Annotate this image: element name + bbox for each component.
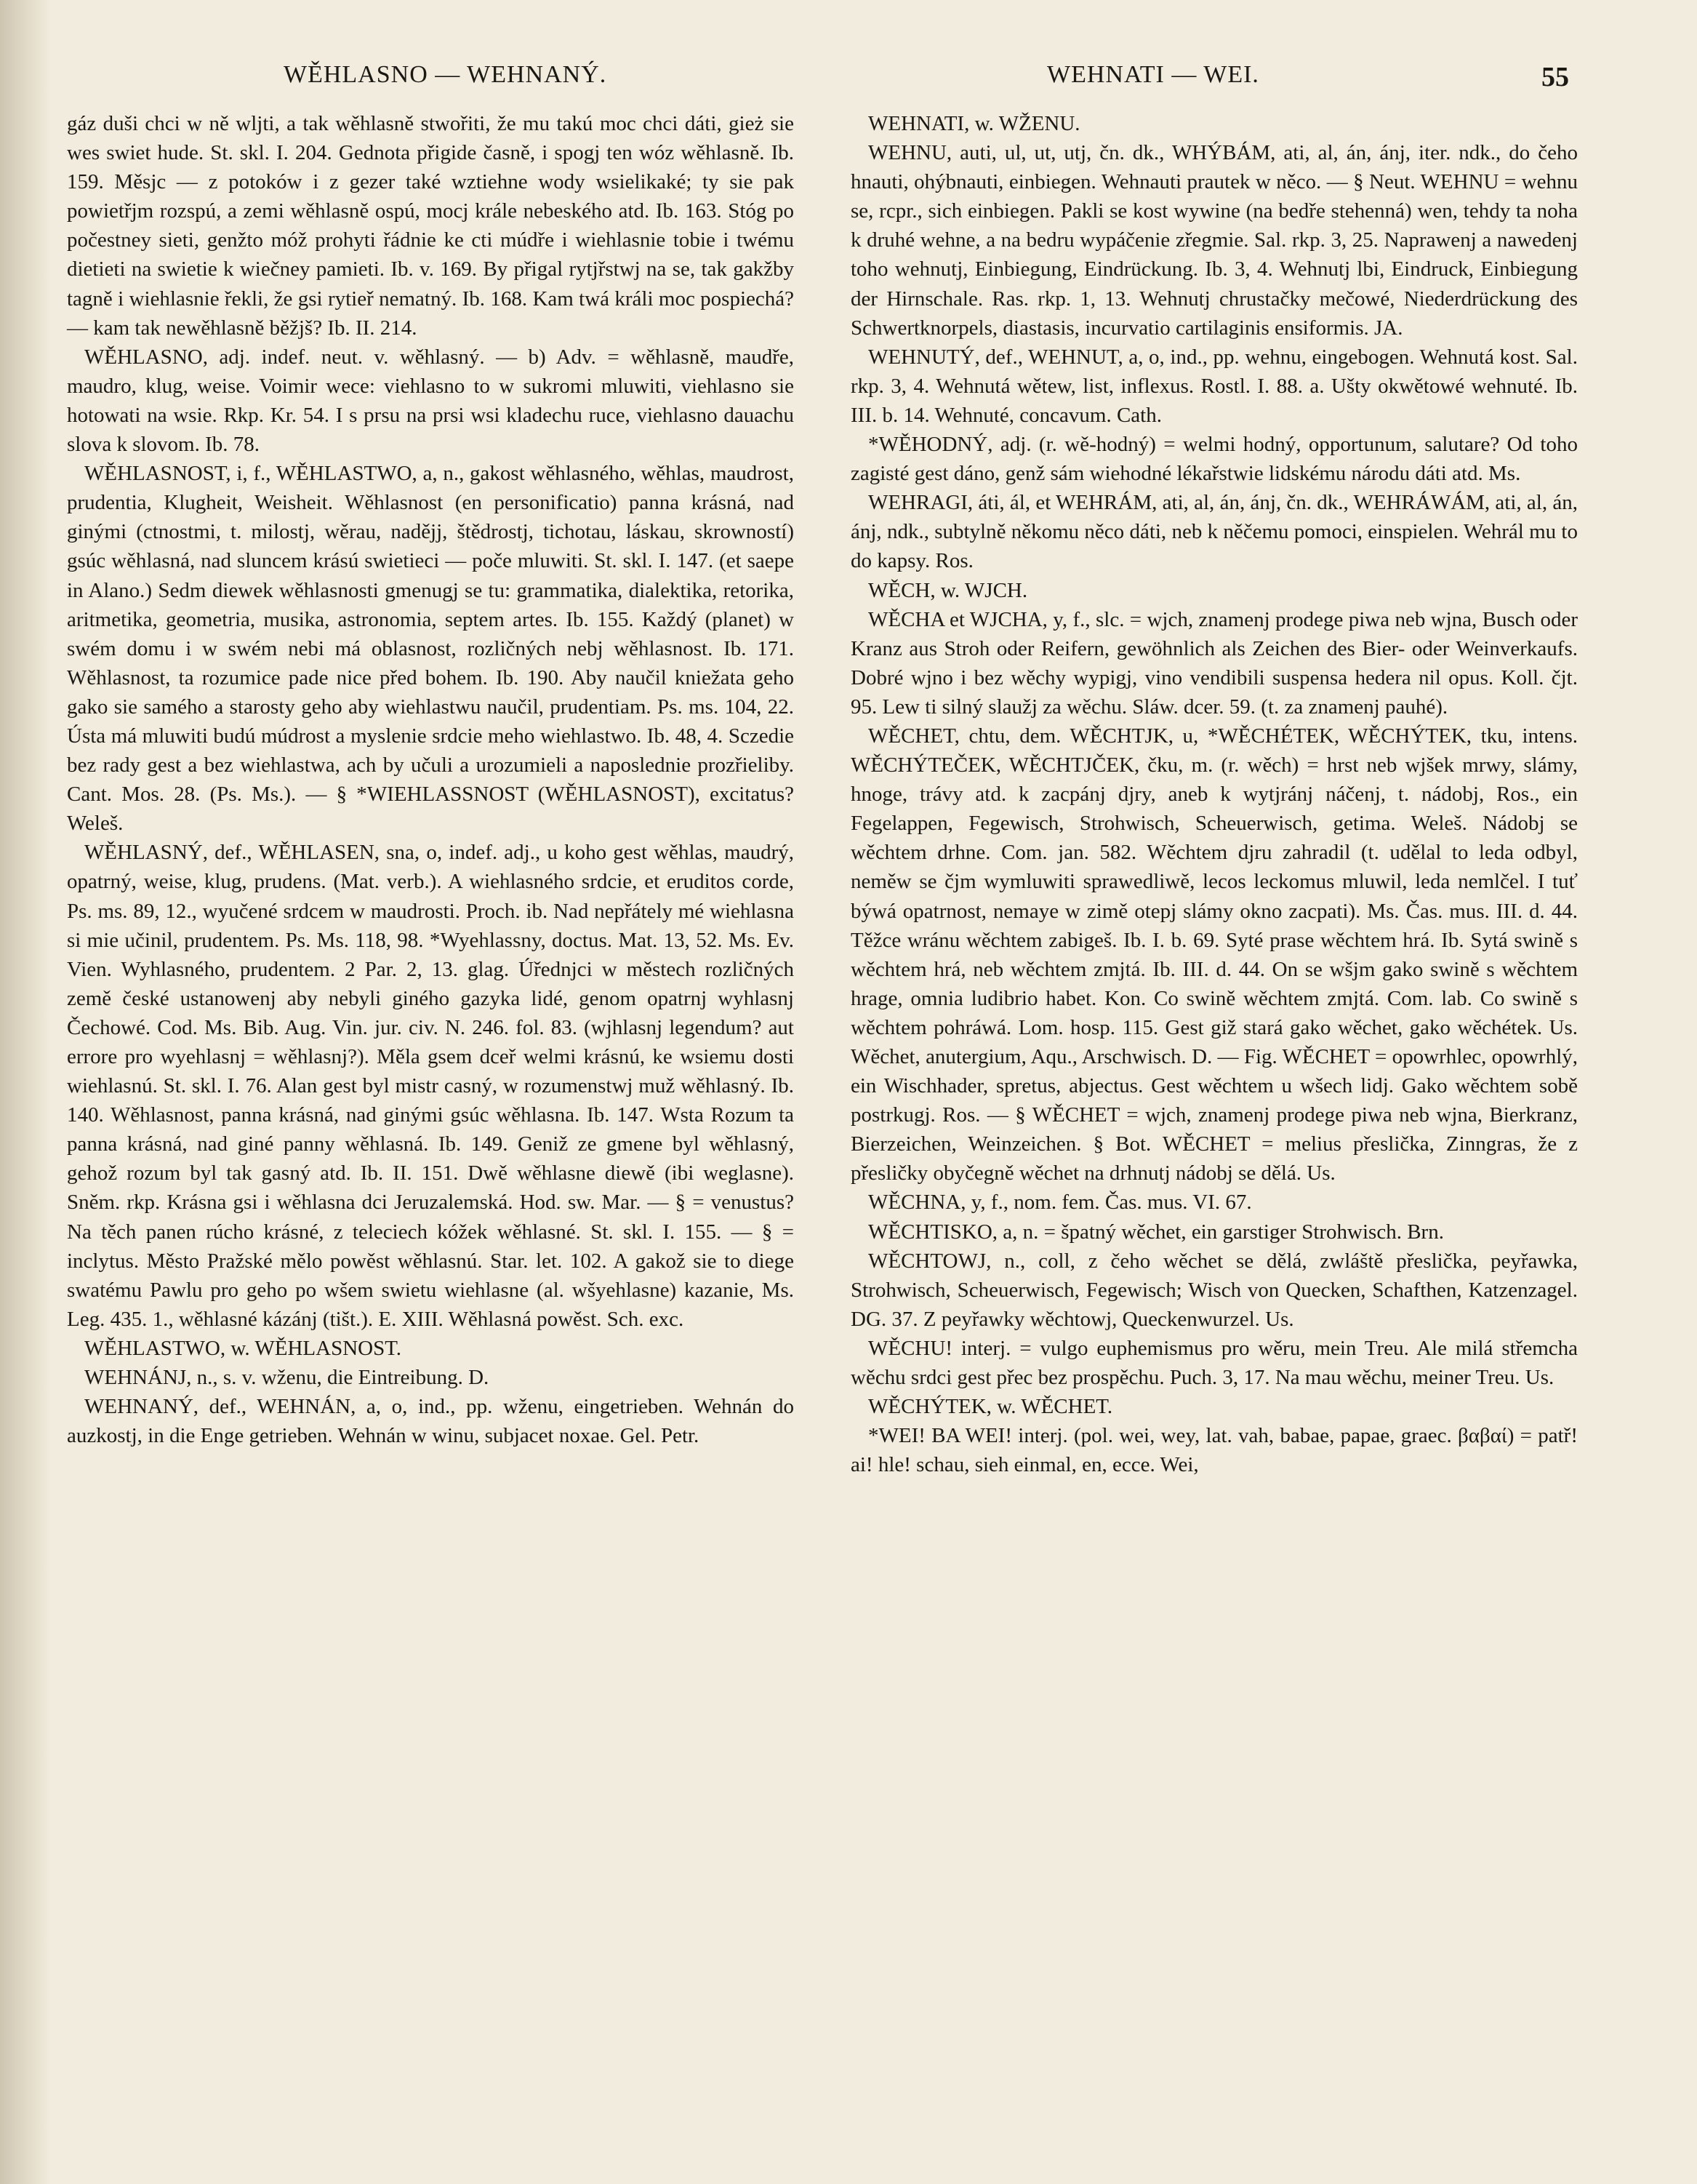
entry-wechet: WĚCHET, chtu, dem. WĚCHTJK, u, *WĚCHÉTEK, WĚCHÝTEK, tku, intens. WĚCHÝTEČEK, WĚCHTJČEK, čku, m. (r. wěch) = hrst neb wjšek mrwy, slámy, hnoge, trávy atd. k zacpánj djry, aneb k wytjránj náčenj, t. nádobj, Ros., ein Fegelappen, Fegewisch, Strohwisch, Scheuerwisch, getima. Weleš. Nádobj se wěchtem drhne. Com. jan. 582. Wěchtem djru zahradil (t. udělal to leda odbyl, neměw se čjm wymluwiti sprawedliwě, lecos leckomus mluwil, leda nemlčel. I tuť býwá opatrnost, nemaye w zimě otepj slámy okno zacpati). Ms. Čas. mus. III. d. 44. Těžce wránu wěchtem zabigeš. Ib. I. b. 69. Syté prase wěchtem hrá. Ib. Sytá swině s wěchtem hrá, neb wěchtem zmjtá. Ib. III. d. 44. On se wšjm gako swině s wěchtem hrage, omnia ludibrio habet. Kon. Co swině wěchtem zmjtá. Com. lab. Co swině s wěchtem pohráwá. Lom. hosp. 115. Gest giž stará gako wěchet, gako wěchétek. Us. Wěchet, anutergium, Aqu., Arschwisch. D. — Fig. WĚCHET = opowrhlec, opowrhlý, ein Wischhader, spretus, abjectus. Gest wěchtem u wšech lidj. Gako wěchtem sobě postrkugj. Ros. — § WĚCHET = wjch, znamenj prodege piwa neb wjna, Bierkranz, Bierzeichen, Weinzeichen. § Bot. WĚCHET = melius přeslička, Zinngras, že z přesličky obyčegně wěchet na drhnutj nádobj se dělá. Us. (851, 724, 1578, 1185)
entry-wechtisko: WĚCHTISKO, a, n. = špatný wěchet, ein garstiger Strohwisch. Brn. (868, 1220, 1444, 1244)
entry-wei: *WEI! BA WEI! interj. (pol. wei, wey, lat. vah, babae, papae, graec. βαβαί) = patř! ai! hle! schau, sieh einmal, en, ecce. Wei, (851, 1424, 1578, 1477)
entry-continuation: gáz duši chci w ně wljti, a tak wěhlasně stwořiti, že mu takú moc chci dáti, gież sie wes swiet hude. St. skl. I. 204. Gednota přigide časně, i spogj ten wóz wěhlasně. Ib. 159. Měsjc — z potoków i z gezer také wztiehne wody wsielikaké; ty sie pak powietřjm rozspú, a zemi wěhlasně ospú, mocj krále nebeského atd. Ib. 163. Stóg po počestney sieti, genžto móž prohyti řádnie ke cti múdře i wiehlasnie tobie i twému dietieti na swietie k wiečney pamieti. Ib. v. 169. By přigal rytjřstwj na se, tak gakžby tagně i wiehlasnie řekli, že gsi rytieř nematný. Ib. 168. Kam twá králi moc pospiechá? — kam tak newěhlasně běžjš? Ib. II. 214. (67, 112, 794, 340)
entry-wehlastwo: WĚHLASTWO, w. WĚHLASNOST. (84, 1336, 402, 1360)
book-spine-shadow (0, 0, 51, 2184)
entry-wehnanj: WEHNÁNJ, n., s. v. wženu, die Eintreibung. D. (84, 1366, 489, 1390)
left-running-header: WĚHLASNO — WEHNANÝ. (284, 61, 607, 88)
entry-wechtowj: WĚCHTOWJ, n., coll, z čeho wěchet se dělá, zwláště přeslička, peyřawka, Strohwisch, Scheuerwisch, Fegewisch; Wisch von Quecken, Schafthen, Katzenzagel. DG. 37. Z peyřawky wěchtowj, Queckenwurzel. Us. (851, 1249, 1578, 1331)
entry-wechytek: WĚCHÝTEK, w. WĚCHET. (868, 1395, 1113, 1419)
entry-wehnati: WEHNATI, w. WŽENU. (868, 112, 1080, 135)
entry-wech: WĚCH, w. WJCH. (868, 578, 1028, 602)
entry-wechu: WĚCHU! interj. = vulgo euphemismus pro wěru, mein Treu. Ale milá střemcha wěchu srdci gest přec bez prospěchu. Puch. 3, 17. Na mau wěchu, meiner Treu. Us. (851, 1336, 1578, 1390)
left-column (67, 109, 794, 1450)
entry-wehnany: WEHNANÝ, def., WEHNÁN, a, o, ind., pp. wženu, eingetrieben. Wehnán do auzkostj, in die Enge getrieben. Wehnán w winu, subjacet noxae. Gel. Petr. (67, 1395, 794, 1448)
entry-wehlasny: WĚHLASNÝ, def., WĚHLASEN, sna, o, indef. adj., u koho gest wěhlas, maudrý, opatrný, weise, klug, prudens. (Mat. verb.). A wiehlasného srdcie, et eruditos corde, Ps. ms. 89, 12., wyučené srdcem w maudrosti. Proch. ib. Nad nepřátely mé wiehlasna si mie učinil, prudentem. Ps. Ms. 118, 98. *Wyehlassny, doctus. Mat. 13, 52. Ms. Ev. Vien. Wyhlasného, prudentem. 2 Par. 2, 13. glag. Úřednjci w městech rozličných země české ustanowenj aby nebyli giného gazyka lidé, genom opatrnj wyhlasnj Čechowé. Cod. Ms. Bib. Aug. Vin. jur. civ. N. 246. fol. 83. (wjhlasnj legendum? aut errore pro wyehlasnj = wěhlasnj?). Měla gsem dceř welmi krásnú, ke wsiemu dosti wiehlasnú. St. skl. I. 76. Alan gest byl mistr casný, w rozumenstwj muž wěhlasný. Ib. 140. Wěhlasnost, panna krásná, nad ginými gsúc wěhlasna. Ib. 147. Wsta Rozum ta panna krásná, nad giné panny wěhlasná. Ib. 149. Geniž ze gmene byl wěhlasný, gehož rozum byl tak gasný atd. Ib. II. 151. Dwě wěhlasne diewě (ibi weglasne). Sněm. rkp. Krásna gsi i wěhlasna dci Jeruzalemská. Hod. sw. Mar. — § = venustus? Na těch panen rúcho krásné, z teleciech kóžek wěhlasné. St. skl. I. 155. — § = inclytus. Město Pražské mělo powěst wěhlasnú. Star. let. 102. A gakož sie to diege swatému Pawlu pro geho po wšem swietu wiehlasne (al. wšyehlasne) kazanie, Ms. Leg. 435. 1., wěhlasné kázánj (tišt.). E. XIII. Wěhlasná powěst. Sch. exc. (67, 841, 794, 1331)
entry-wehnuty: WEHNUTÝ, def., WEHNUT, a, o, ind., pp. wehnu, eingebogen. Wehnutá kost. Sal. rkp. 3, 4. Wehnutá wětew, list, inflexus. Rostl. I. 88. a. Ušty okwětowé wehnuté. Ib. III. b. 14. Wehnuté, concavum. Cath. (851, 345, 1578, 427)
entry-wehragi: WEHRAGI, áti, ál, et WEHRÁM, ati, al, án, ánj, čn. dk., WEHRÁWÁM, ati, al, án, ánj, ndk., subtylně někomu něco dáti, neb k něčemu pomoci, einspielen. Wehrál mu to do kapsy. Ros. (851, 491, 1578, 573)
entry-wecha: WĚCHA et WJCHA, y, f., slc. = wjch, znamenj prodege piwa neb wjna, Busch oder Kranz aus Stroh oder Reifern, gewöhnlich als Zeichen des Bier- oder Weinverkaufs. Dobré wjno i bez wěchy wypigj, vino vendibili suspensa hedera nil opus. Koll. čjt. 95. Lew ti silný slaužj za wěchu. Sláw. dcer. 59. (t. za znamenj pauhé). (851, 607, 1578, 719)
entry-wehnu: WEHNU, auti, ul, ut, utj, čn. dk., WHÝBÁM, ati, al, án, ánj, iter. ndk., do čeho hnauti, ohýbnauti, einbiegen. Wehnauti prautek w něco. — § Neut. WEHNU = wehnu se, rcpr., sich einbiegen. Pakli se kost wywine (na bedře stehenná) wen, tehdy ta noha k druhé wehne, a na bedru wypáčenie zřegmie. Sal. rkp. 3, 25. Naprawenj a nawedenj toho wehnutj, Einbiegung, Eindrückung. Ib. 3, 4. Wehnutj lbi, Eindruck, Einbiegung der Hirnschale. Ras. rkp. 1, 13. Wehnutj chrustačky mečowé, Niederdrückung des Schwertknorpels, diastasis, incurvatio cartilaginis ensiformis. JA. (851, 141, 1578, 340)
right-column (851, 109, 1578, 1479)
entry-wehlasnost: WĚHLASNOST, i, f., WĚHLASTWO, a, n., gakost wěhlasného, wěhlas, maudrost, prudentia, Klugheit, Weisheit. Wěhlasnost (en personificatio) panna krásná, nad ginými (ctnostmi, t. milostj, wěrau, nadějj, štědrostj, tichotau, láskau, skrowností) gsúc wěhlasná, nad sluncem krású swietieci — poče mluwiti. St. skl. I. 147. (et saepe in Alano.) Sedm diewek wěhlasnosti gmenugj se tu: grammatika, dialektika, retorika, aritmetika, geometria, musika, astronomia, septem artes. Ib. 155. Každý (planet) w swém domu i w swém nebi má oblasnost, rozličných nebj wěhlasnost. Ib. 171. Wěhlasnost, ta rozumice pade nice před bohem. Ib. 190. Aby naučil kniežata geho gako sie samého a starosty geho aby wiehlastwu naučil, prudentiam. Ps. ms. 104, 22. Ústa má mluwiti budú múdrost a myslenie srdcie meho wiehlastwo. Ib. 48, 4. Sczedie bez rady gest a bez wiehlastwa, ach by učuli a urozumieli a naposlednie prozřieliby. Cant. Mos. 28. (Ps. Ms.). — § *WIEHLASSNOST (WĚHLASNOST), excitatus? Weleš. (67, 462, 794, 836)
page-number: 55 (1541, 62, 1569, 92)
entry-wehodny: *WĚHODNÝ, adj. (r. wě-hodný) = welmi hodný, opportunum, salutare? Od toho zagisté gest dáno, genž sám wiehodné lékařstwie lidskému národu dáti atd. Ms. (851, 433, 1578, 486)
right-running-header: WEHNATI — WEI. (1047, 61, 1259, 88)
entry-wechna: WĚCHNA, y, f., nom. fem. Čas. mus. VI. 67. (868, 1191, 1252, 1215)
entry-wehlasno: WĚHLASNO, adj. indef. neut. v. wěhlasný. — b) Adv. = wěhlasně, maudře, maudro, klug, weise. Voimir wece: viehlasno to w sukromi mluwiti, viehlasno sie hotowati na wsie. Rkp. Kr. 54. I s prsu na prsi wsi kladechu ruce, viehlasno dauachu slova k slovom. Ib. 78. (67, 345, 794, 457)
